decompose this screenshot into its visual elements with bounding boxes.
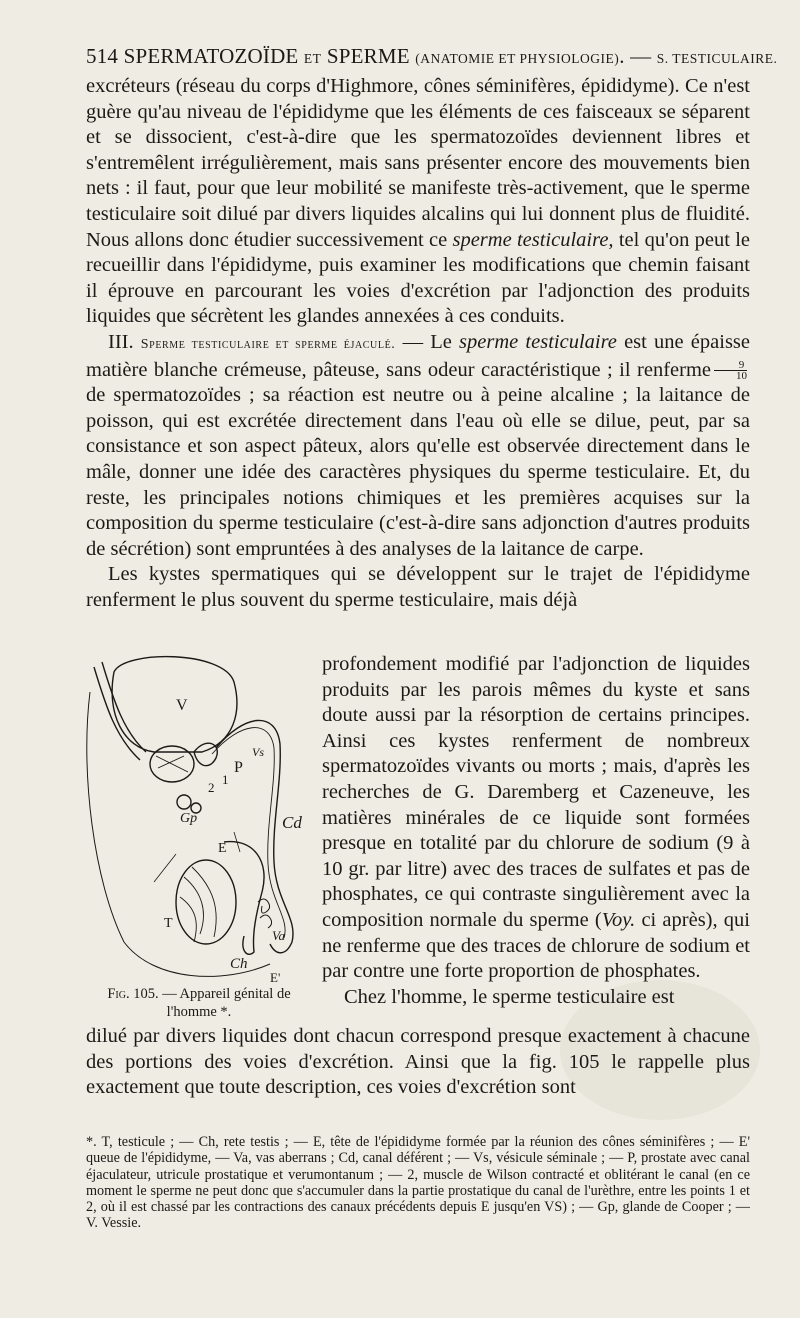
- header-subtitle: (ANATOMIE ET PHYSIOLOGIE): [415, 51, 620, 66]
- wrap-text-1: profondement modifié par l'adjonction de liquides produits par les parois mêmes du kyste et sans doute aussi par la résorption de certains principes. Ainsi ces kystes renferment de nombreux spermatozoïdes vivants ou morts ; mais, d'après les recherches de G. Daremberg et Cazeneuve, les matières minérales de ce liquide sont formées presque en totalité par du chlorure de sodium (9 à 10 gr. par litre) avec des traces de sulfates et pas de phosphates, ce qui contraste singulièrement avec la composition normale du sperme (: [322, 653, 750, 931]
- bladder-shape: [112, 657, 237, 752]
- footnote-marker: *.: [86, 1134, 102, 1150]
- italic-voy: Voy.: [601, 908, 636, 931]
- genital-apparatus-illustration: [84, 652, 314, 987]
- outline-curve: [87, 692, 270, 976]
- figure-caption: [86, 985, 312, 1021]
- epididymis: [224, 842, 264, 955]
- label-Cd: Cd: [282, 813, 302, 832]
- leader-lines: [154, 832, 240, 882]
- prostate-hatching: [156, 756, 188, 772]
- cowper-gland: [177, 795, 191, 809]
- wrap-text-2: ci après), qui ne renferme que des traces de chlorure de sodium et par contre une forte proportion de phosphates.: [322, 908, 750, 983]
- paragraph-excreteurs: [86, 74, 750, 330]
- label-Vs: Vs: [252, 745, 264, 759]
- footnote-text: [86, 1134, 750, 1232]
- label-2: 2: [208, 780, 215, 795]
- italic-term: sperme testiculaire,: [452, 228, 614, 251]
- paragraph-text-end: tel qu'on peut le recueillir dans l'épididyme, puis examiner les modifications que chemin faisant il éprouve en parcourant les voies d'excrétion par l'adjonction des produits liquides que sécrètent les glandes annexées à ces conduits.: [86, 228, 750, 328]
- label-Gp: Gp: [180, 811, 198, 826]
- vas-aberrans-coil: [258, 899, 272, 928]
- label-Ch: Ch: [230, 956, 248, 972]
- paragraph-dilue: [86, 1024, 750, 1101]
- label-E: E: [218, 841, 227, 856]
- wrap-text-3: Chez l'homme, le sperme testiculaire est: [344, 985, 675, 1008]
- body-text-wrap: [322, 652, 750, 1010]
- testicle-lobules: [180, 867, 216, 942]
- fraction: [714, 360, 747, 381]
- label-1: 1: [222, 772, 229, 787]
- italic-term: sperme testiculaire: [459, 330, 617, 353]
- paragraph-text: excréteurs (réseau du corps d'Highmore, cônes séminifères, épididyme). Ce n'est guère qu'au niveau de l'épididyme que les éléments de ces faisceaux se séparent et se dissocient, c'est-à-dire que les spermatozoïdes deviennent libres et s'entremêlent irrégulièrement, mais sans présenter encore des mouvements bien nets : il faut, pour que leur mobilité se manifeste très-activement, que le sperme testiculaire soit dilué par divers liquides alcalins qui lui donnent plus de fluidité. Nous allons donc étudier successivement ce: [86, 75, 750, 251]
- header-separator: . —: [619, 44, 657, 68]
- running-header: [86, 44, 778, 69]
- urethra-line-2: [94, 667, 140, 760]
- header-and: ET: [303, 51, 322, 66]
- label-E-prime: E': [270, 970, 281, 985]
- label-P: P: [234, 759, 243, 776]
- section-number: III.: [108, 330, 141, 353]
- figure-105: [84, 652, 314, 987]
- section-heading: Sperme testiculaire et sperme éjaculé.: [140, 336, 396, 352]
- section-text-2: de spermatozoïdes ; sa réaction est neutre ou à peine alcaline ; la laitance de poisson, qui est excrétée directement dans l'eau où elle se dilue, peut, par sa consistance et son aspect pâteux, alors qu'elle est observée directement dans le mâle, donner une idée des caractères physiques du sperme testiculaire. Et, du reste, les principales notions chimiques et les premières acquises sur la composition du sperme testiculaire (c'est-à-dire sans adjonction d'autres produits de sécrétion) sont empruntées à des analyses de la laitance de carpe.: [86, 384, 750, 560]
- body-text-upper: [86, 74, 750, 613]
- footnote-body: T, testicule ; — Ch, rete testis ; — E, tête de l'épididyme formée par la réunion des cônes séminifères ; — E' queue de l'épididyme, — Va, vas aberrans ; Cd, canal déférent ; — Vs, vésicule séminale ; — P, prostate avec canal éjaculateur, utricule prostatique et verumontanum ; — 2, muscle de Wilson contracté et oblitérant le canal (en ce moment le sperme ne peut donc que s'accumuler dans la partie prostatique du canal de l'urèthre, entre les points 1 et 2, où il est chassé par les contractions des canaux précédents depuis E jusqu'en VS) ; — Gp, glande de Cooper ; — V. Vessie.: [86, 1134, 751, 1232]
- urethra-line: [102, 662, 146, 752]
- paragraph-text: Les kystes spermatiques qui se développent sur le trajet de l'épididyme renferment le plus souvent du sperme testiculaire, mais déjà: [86, 563, 750, 611]
- section-dash: — Le: [395, 330, 460, 353]
- figure-label: Fig. 105.: [107, 986, 159, 1002]
- footnote: [86, 1134, 750, 1232]
- fraction-numerator: 9: [714, 360, 747, 371]
- figure-caption-text: — Appareil génital de l'homme *.: [158, 986, 291, 1020]
- paragraph-section-3: [86, 330, 750, 562]
- testicle-shape: [176, 860, 236, 944]
- page-number: 514: [86, 44, 119, 68]
- label-Va: Va: [272, 928, 285, 943]
- label-T: T: [164, 916, 173, 931]
- header-title-2: SPERME: [326, 44, 410, 68]
- fraction-denominator: 10: [736, 370, 747, 383]
- paragraph-kystes-cont: [322, 652, 750, 985]
- header-title: SPERMATOZOÏDE: [123, 44, 299, 68]
- section-text: est une épaisse matière blanche crémeuse, pâteuse, sans odeur caractéristique ; il renferme: [86, 330, 750, 381]
- body-text-lower: [86, 1024, 750, 1101]
- header-section: S. TESTICULAIRE.: [656, 51, 778, 66]
- paragraph-chez-lhomme: [322, 985, 750, 1011]
- label-V: V: [176, 697, 188, 714]
- paragraph-kystes: [86, 562, 750, 613]
- paragraph-text: dilué par divers liquides dont chacun correspond presque exactement à chacune des portions des voies d'excrétion. Ainsi que la fig. 105 le rappelle plus exactement que toute description, ces voies d'excrétion sont: [86, 1025, 750, 1099]
